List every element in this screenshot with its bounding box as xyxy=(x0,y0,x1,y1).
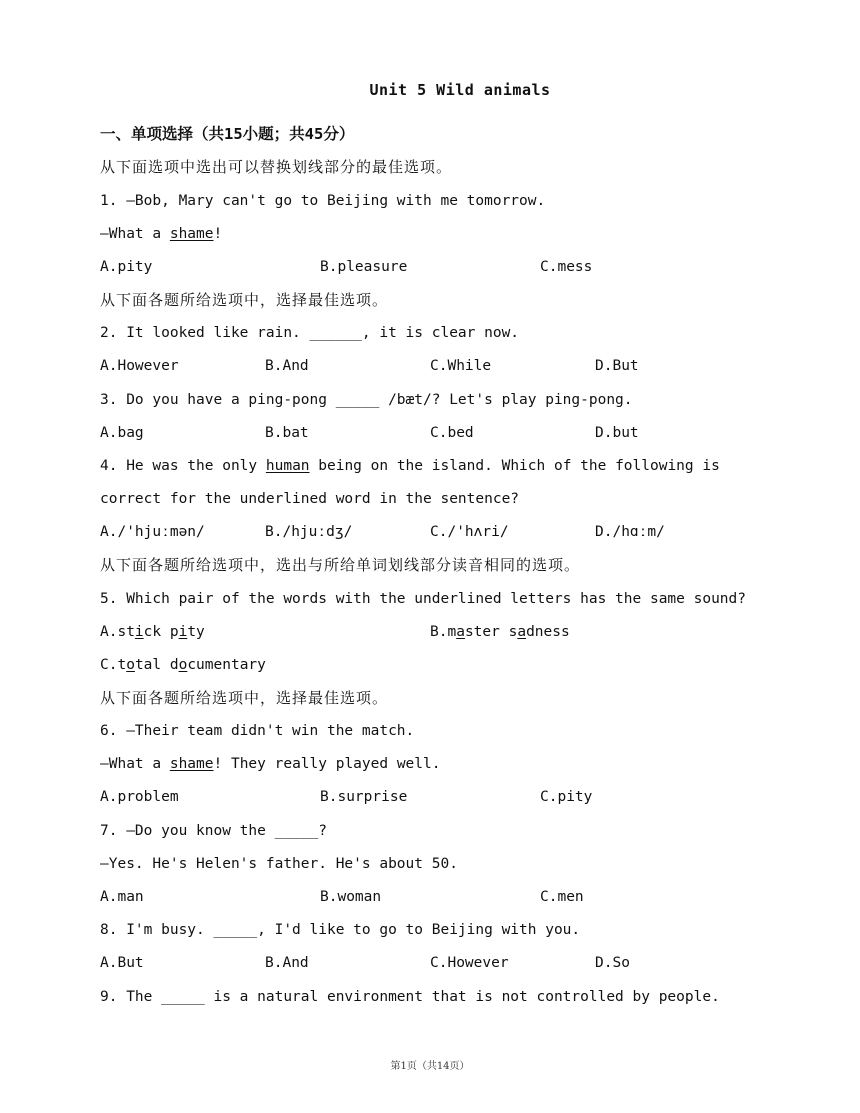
q8-option-a: A.But xyxy=(100,955,144,971)
q3-option-c: C.bed xyxy=(430,425,474,441)
q7-option-a: A.man xyxy=(100,889,144,905)
q2-option-a: A.However xyxy=(100,358,179,374)
question-1-line-1: 1. —Bob, Mary can't go to Beijing with me tomorrow. xyxy=(100,193,546,209)
q2-option-c: C.While xyxy=(430,358,492,374)
q4-option-c: C./'hʌri/ xyxy=(430,524,509,540)
question-7-line-1: 7. —Do you know the _____? xyxy=(100,823,327,839)
q6-option-a: A.problem xyxy=(100,789,179,805)
q4-option-b: B./hjuːdʒ/ xyxy=(265,524,353,540)
q6-option-b: B.surprise xyxy=(320,789,408,805)
question-7-line-2: —Yes. He's Helen's father. He's about 50. xyxy=(100,856,458,872)
page-footer: 第1页（共14页） xyxy=(390,1061,470,1072)
q3-option-a: A.bag xyxy=(100,425,144,441)
q6-option-c: C.pity xyxy=(540,789,593,805)
question-2-line-1: 2. It looked like rain. ______, it is clear now. xyxy=(100,325,520,341)
q2-option-b: B.And xyxy=(265,358,309,374)
q5-option-b: B.master sadness xyxy=(430,624,570,640)
q7-option-b: B.woman xyxy=(320,889,382,905)
section-heading: 一、单项选择（共15小题；共45分） xyxy=(100,125,355,143)
q5-option-a: A.stick pity xyxy=(100,624,205,640)
underlined-word: shame xyxy=(169,756,214,772)
question-1-line-2: —What a shame! xyxy=(100,226,223,242)
q8-option-c: C.However xyxy=(430,955,509,971)
q1-option-c: C.mess xyxy=(540,259,593,275)
q4-option-a: A./'hjuːmən/ xyxy=(100,524,205,540)
q3-option-b: B.bat xyxy=(265,425,309,441)
q4-option-d: D./hɑːm/ xyxy=(595,524,665,540)
underlined-word: shame xyxy=(169,226,214,242)
q1-option-a: A.pity xyxy=(100,259,153,275)
instruction-2: 从下面各题所给选项中，选择最佳选项。 xyxy=(100,291,389,309)
question-6-line-2: —What a shame! They really played well. xyxy=(100,756,441,772)
instruction-3: 从下面各题所给选项中，选出与所给单词划线部分读音相同的选项。 xyxy=(100,556,581,574)
question-8-line-1: 8. I'm busy. _____, I'd like to go to Beijing with you. xyxy=(100,922,581,938)
document-title: Unit 5 Wild animals xyxy=(369,81,551,99)
q1-option-b: B.pleasure xyxy=(320,259,408,275)
question-4-line-2: correct for the underlined word in the sentence? xyxy=(100,491,520,507)
q7-option-c: C.men xyxy=(540,889,584,905)
q5-option-c: C.total documentary xyxy=(100,657,266,673)
q8-option-d: D.So xyxy=(595,955,630,971)
q2-option-d: D.But xyxy=(595,358,639,374)
question-5-line-1: 5. Which pair of the words with the underlined letters has the same sound? xyxy=(100,591,747,607)
question-3-line-1: 3. Do you have a ping-pong _____ /bæt/? Let's play ping-pong. xyxy=(100,392,633,408)
question-9-line-1: 9. The _____ is a natural environment that is not controlled by people. xyxy=(100,989,720,1005)
question-4-line-1: 4. He was the only human being on the island. Which of the following is xyxy=(100,458,720,474)
instruction-4: 从下面各题所给选项中，选择最佳选项。 xyxy=(100,689,389,707)
q3-option-d: D.but xyxy=(595,425,639,441)
underlined-word: human xyxy=(265,458,310,474)
question-6-line-1: 6. —Their team didn't win the match. xyxy=(100,723,415,739)
instruction-1: 从下面选项中选出可以替换划线部分的最佳选项。 xyxy=(100,158,453,176)
q8-option-b: B.And xyxy=(265,955,309,971)
